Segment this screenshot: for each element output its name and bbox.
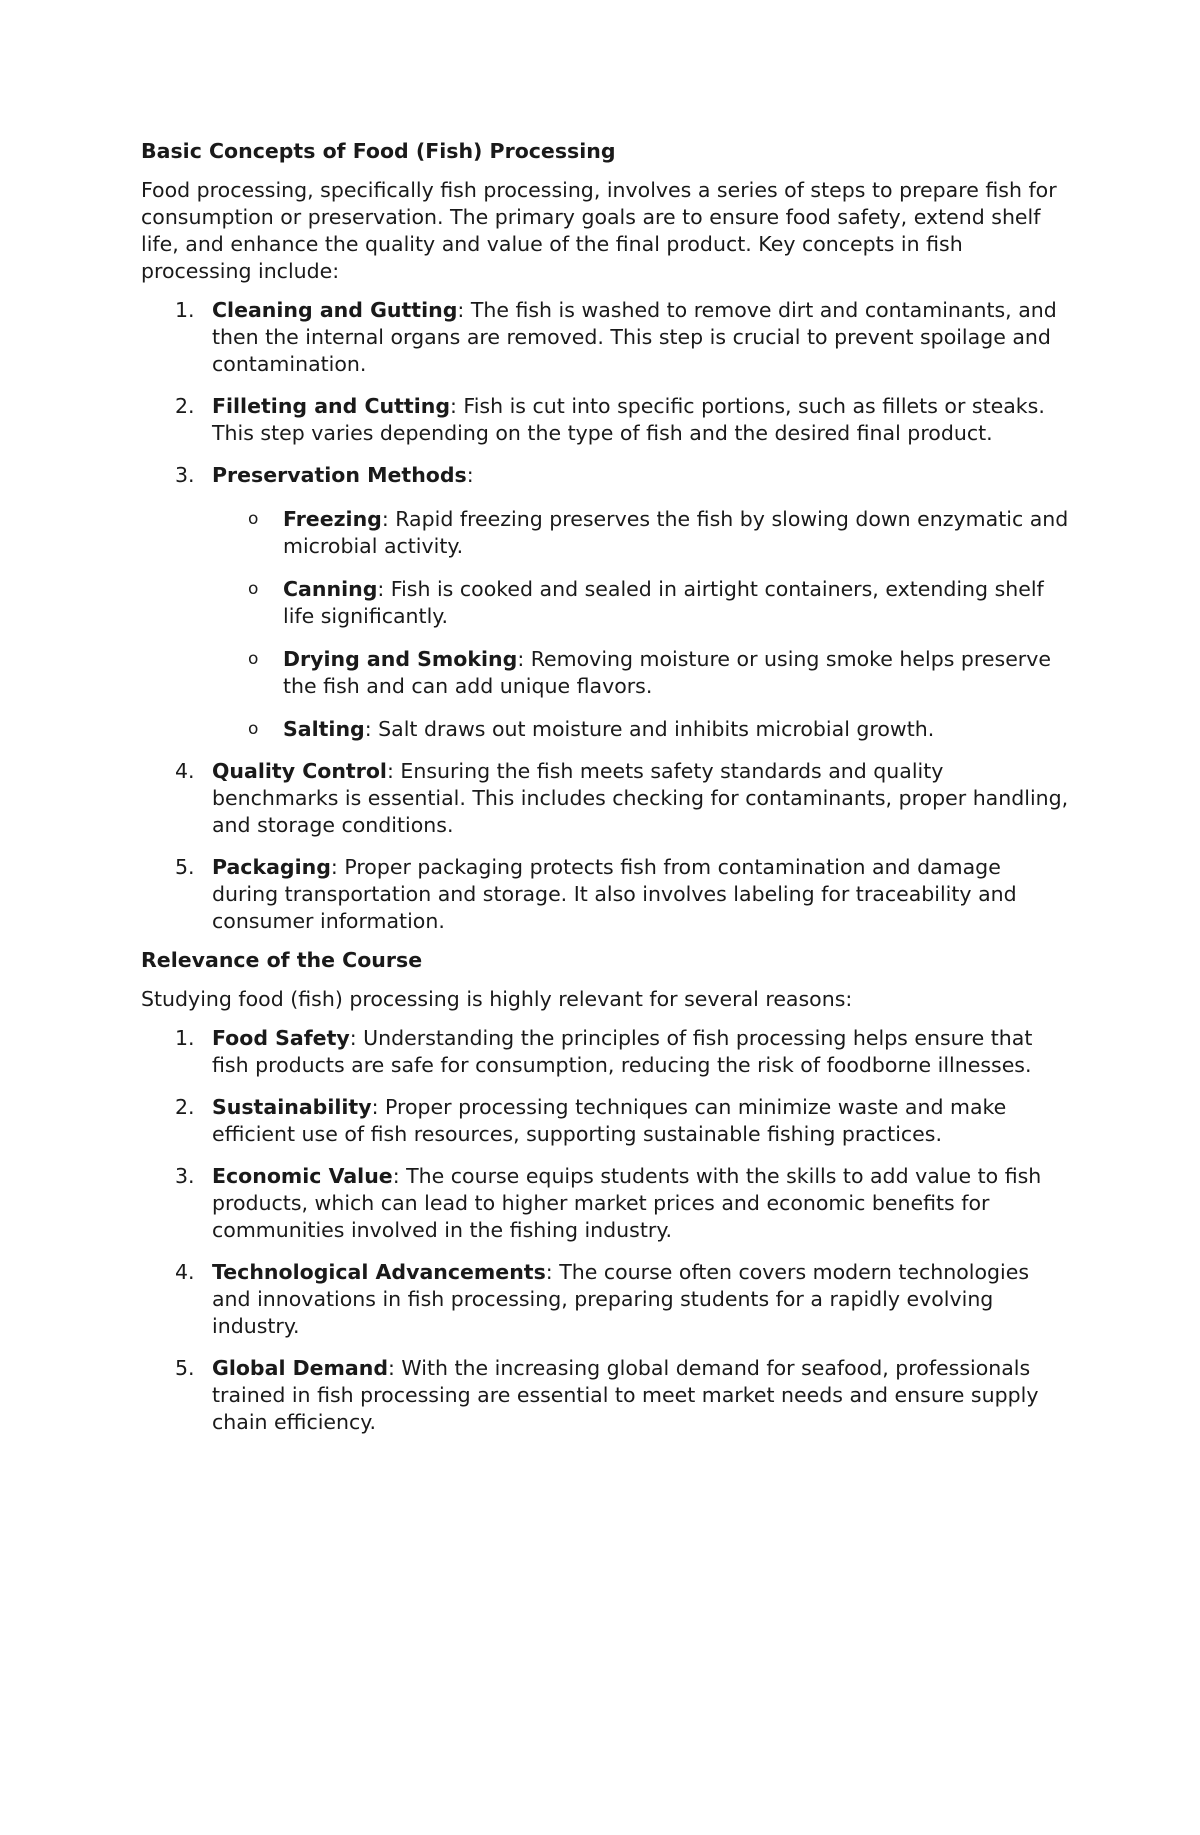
list-number: 2. — [175, 394, 195, 418]
item-term: Freezing — [283, 507, 382, 531]
item-text: : The course often covers modern technologies and innovations in fish processing, preparing students for a rapidly evolving industry. — [212, 1260, 1030, 1338]
sub-list-item — [212, 506, 1071, 560]
list-item — [141, 462, 1071, 743]
item-text: : Rapid freezing preserves the fish by slowing down enzymatic and microbial activity. — [283, 507, 1069, 558]
item-text: : Removing moisture or using smoke helps preserve the fish and can add unique flavors. — [283, 647, 1051, 698]
item-term: Economic Value — [212, 1164, 393, 1188]
relevance-list — [141, 1025, 1071, 1436]
item-term: Filleting and Cutting — [212, 394, 450, 418]
item-text: : Fish is cooked and sealed in airtight containers, extending shelf life significantly. — [283, 577, 1044, 628]
list-number: 1. — [175, 298, 195, 322]
item-term: Technological Advancements — [212, 1260, 546, 1284]
item-term: Food Safety — [212, 1026, 350, 1050]
item-text: : Proper processing techniques can minimize waste and make efficient use of fish resources, supporting sustainable fishing practices. — [212, 1095, 1007, 1146]
sub-list-item — [212, 576, 1071, 630]
relevance-intro-paragraph: Studying food (fish) processing is highly relevant for several reasons: — [141, 987, 853, 1011]
list-number: 3. — [175, 463, 195, 487]
list-item — [141, 1355, 1071, 1436]
sub-list-item — [212, 716, 1071, 743]
document-page — [141, 138, 1071, 1448]
item-term: Salting — [283, 717, 365, 741]
item-term: Drying and Smoking — [283, 647, 518, 671]
item-term: Sustainability — [212, 1095, 372, 1119]
item-text: : Ensuring the fish meets safety standards and quality benchmarks is essential. This includes checking for contaminants, proper handling, and storage conditions. — [212, 759, 1069, 837]
list-item — [141, 758, 1071, 839]
list-item — [141, 297, 1071, 378]
list-number: 3. — [175, 1164, 195, 1188]
item-text: : Understanding the principles of fish processing helps ensure that fish products are safe for consumption, reducing the risk of foodborne illnesses. — [212, 1026, 1033, 1077]
item-term: Canning — [283, 577, 378, 601]
item-term: Quality Control — [212, 759, 387, 783]
item-term: Global Demand — [212, 1356, 388, 1380]
bullet-marker: o — [248, 579, 259, 599]
item-term: Cleaning and Gutting — [212, 298, 458, 322]
item-text: : The course equips students with the skills to add value to fish products, which can lead to higher market prices and economic benefits for communities involved in the fishing industry. — [212, 1164, 1042, 1242]
item-text: : The fish is washed to remove dirt and contaminants, and then the internal organs are removed. This step is crucial to prevent spoilage and contamination. — [212, 298, 1057, 376]
item-text: : — [466, 463, 474, 487]
section-heading-basic-concepts: Basic Concepts of Food (Fish) Processing — [141, 139, 616, 163]
section-heading-relevance: Relevance of the Course — [141, 948, 423, 972]
item-term: Preservation Methods — [212, 463, 467, 487]
item-term: Packaging — [212, 855, 331, 879]
list-item — [141, 1094, 1071, 1148]
bullet-marker: o — [248, 649, 259, 669]
bullet-marker: o — [248, 719, 259, 739]
list-number: 2. — [175, 1095, 195, 1119]
bullet-marker: o — [248, 509, 259, 529]
item-text: : Proper packaging protects fish from contamination and damage during transportation and storage. It also involves labeling for traceability and consumer information. — [212, 855, 1017, 933]
item-text: : Salt draws out moisture and inhibits microbial growth. — [364, 717, 935, 741]
list-number: 4. — [175, 759, 195, 783]
item-text: : Fish is cut into specific portions, such as fillets or steaks. This step varies depending on the type of fish and the desired final product. — [212, 394, 1045, 445]
list-number: 1. — [175, 1026, 195, 1050]
list-number: 5. — [175, 855, 195, 879]
intro-paragraph: Food processing, specifically fish processing, involves a series of steps to prepare fish for consumption or preservation. The primary goals are to ensure food safety, extend shelf life, and enhance the quality and value of the final product. Key concepts in fish processing include: — [141, 178, 1057, 283]
list-item — [141, 393, 1071, 447]
preservation-methods-list — [212, 506, 1071, 743]
list-item — [141, 854, 1071, 935]
list-item — [141, 1259, 1071, 1340]
list-number: 4. — [175, 1260, 195, 1284]
list-item — [141, 1163, 1071, 1244]
item-text: : With the increasing global demand for seafood, professionals trained in fish processing are essential to meet market needs and ensure supply chain efficiency. — [212, 1356, 1039, 1434]
sub-list-item — [212, 646, 1071, 700]
concepts-list — [141, 297, 1071, 935]
list-item — [141, 1025, 1071, 1079]
list-number: 5. — [175, 1356, 195, 1380]
